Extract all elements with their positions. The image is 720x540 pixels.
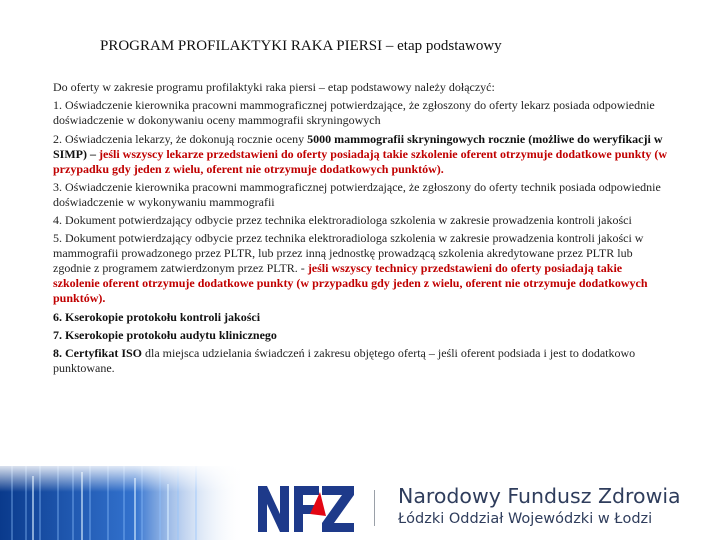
list-item-8 bbox=[53, 346, 668, 376]
list-item-3: 3. Oświadczenie kierownika pracowni mammograficznej potwierdzające, że zgłoszony do oferty technik posiada odpowiednie doświadczenie w wykonywaniu mammografii bbox=[53, 179, 661, 209]
list-item-8-bold: 8. Certyfikat ISO bbox=[53, 346, 142, 361]
list-item-6: 6. Kserokopie protokołu kontroli jakości bbox=[53, 309, 261, 324]
list-item-4: 4. Dokument potwierdzający odbycie przez technika elektroradiologa szkolenia w zakresie prowadzenia kontroli jakości bbox=[53, 213, 632, 228]
list-item-5-text: 5. Dokument potwierdzający odbycie przez technika elektroradiologa szkolenia w zakresie prowadzenia kontroli jakości w mammografii prowadzonego przez PLTR, lub przez inną jednostkę prowadzącą szkolenia akredytowane przez PLTR lub zgodnie z programem zatwierdzonym przez PLTR. - bbox=[53, 231, 644, 276]
intro-paragraph: Do oferty w zakresie programu profilaktyki raka piersi – etap podstawowy należy dołączyć: bbox=[53, 80, 495, 94]
list-item-2-text: 2. Oświadczenia lekarzy, że dokonują rocznie oceny bbox=[53, 131, 308, 146]
list-item-2-note: jeśli wszyscy lekarze przedstawieni do oferty posiadają takie szkolenie oferent otrzymuje dodatkowe punkty (w przypadku gdy jeden z wielu, oferent nie otrzymuje dodatkowych punktów). bbox=[53, 146, 668, 176]
list-item-2-bold: 5000 mammografii skryningowych rocznie (możliwe do weryfikacji w SIMP) – bbox=[53, 131, 663, 161]
document-body bbox=[53, 80, 668, 380]
list-item-1: 1. Oświadczenie kierownika pracowni mammograficznej potwierdzające, że zgłoszony do oferty lekarz posiada odpowiednie doświadczenie w dokonywaniu oceny mammografii skryningowych bbox=[53, 98, 655, 128]
nfz-logo bbox=[258, 486, 354, 532]
list-item-5-note: jeśli wszyscy technicy przedstawieni do oferty posiadają takie szkolenie oferent otrzymuje dodatkowe punkty (w przypadku gdy jeden z wielu, oferent nie otrzymuje dodatkowych punktów). bbox=[53, 261, 648, 306]
list-item-2 bbox=[53, 132, 668, 177]
org-name: Narodowy Fundusz Zdrowia bbox=[398, 484, 681, 508]
list-item-8-text: dla miejsca udzielania świadczeń i zakresu objętego ofertą – jeśli oferent podsiada i jest to dodatkowo punktowane. bbox=[53, 346, 636, 376]
org-branch: Łódzki Oddział Wojewódzki w Łodzi bbox=[398, 511, 653, 527]
list-item-7: 7. Kserokopie protokołu audytu klinicznego bbox=[53, 328, 277, 343]
footer-divider bbox=[374, 490, 375, 526]
list-item-5 bbox=[53, 231, 668, 306]
page-title: PROGRAM PROFILAKTYKI RAKA PIERSI – etap podstawowy bbox=[100, 38, 502, 54]
decorative-blue-band bbox=[0, 466, 245, 540]
